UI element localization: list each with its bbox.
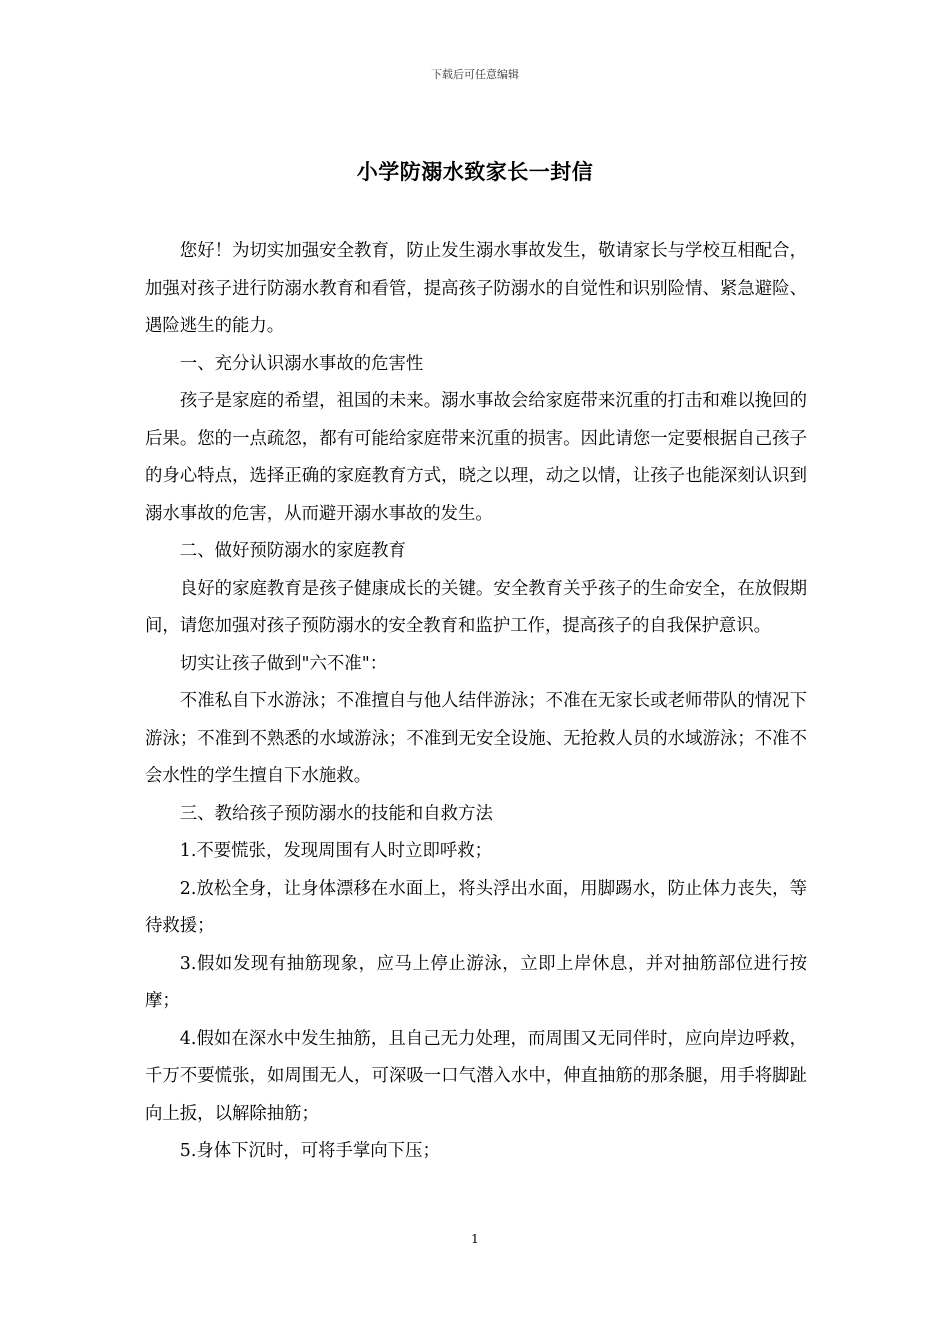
section-heading-1: 一、充分认识溺水事故的危害性 (179, 353, 424, 374)
document-body (145, 233, 807, 1171)
paragraph-section-2: 良好的家庭教育是孩子健康成长的关键。安全教育关乎孩子的生命安全，在放假期间，请您加强对孩子预防溺水的安全教育和监护工作，提高孩子的自我保护意识。 (145, 578, 807, 636)
section-heading-2: 二、做好预防溺水的家庭教育 (179, 541, 406, 561)
paragraph-greeting: 您好！为切实加强安全教育，防止发生溺水事故发生，敬请家长与学校互相配合，加强对孩子进行防溺水教育和看管，提高孩子防溺水的自觉性和识别险情、紧急避险、遇险逃生的能力。 (145, 241, 807, 336)
section-heading-3: 三、教给孩子预防溺水的技能和自救方法 (179, 803, 493, 824)
paragraph-section-1: 孩子是家庭的希望，祖国的未来。溺水事故会给家庭带来沉重的打击和难以挽回的后果。您的一点疏忽，都有可能给家庭带来沉重的损害。因此请您一定要根据自己孩子的身心特点，选择正确的家庭教育方式，晓之以理，动之以情，让孩子也能深刻认识到溺水事故的危害，从而避开溺水事故的发生。 (145, 391, 807, 524)
document-title: 小学防溺水致家长一封信 (356, 160, 594, 184)
list-item-4: 4.假如在深水中发生抽筋，且自己无力处理，而周围又无同伴时，应向岸边呼救，千万不要慌张，如周围无人，可深吸一口气潜入水中，伸直抽筋的那条腿，用手将脚趾向上扳，以解除抽筋； (145, 1028, 807, 1124)
header-note: 下载后可任意编辑 (431, 68, 519, 81)
paragraph-six-rules: 不准私自下水游泳；不准擅自与他人结伴游泳；不准在无家长或老师带队的情况下游泳；不准到不熟悉的水域游泳；不准到无安全设施、无抢救人员的水域游泳；不准不会水性的学生擅自下水施救。 (145, 691, 807, 786)
list-item-5: 5.身体下沉时，可将手掌向下压； (179, 1141, 440, 1161)
page-number: 1 (471, 1232, 479, 1246)
list-item-1: 1.不要慌张，发现周围有人时立即呼救； (179, 841, 493, 861)
list-item-3: 3.假如发现有抽筋现象，应马上停止游泳，立即上岸休息，并对抽筋部位进行按摩； (145, 953, 807, 1011)
paragraph-six-rules-intro: 切实让孩子做到"六不准"： (179, 653, 388, 674)
list-item-2: 2.放松全身，让身体漂移在水面上，将头浮出水面，用脚踢水，防止体力丧失，等待救援； (145, 878, 807, 936)
